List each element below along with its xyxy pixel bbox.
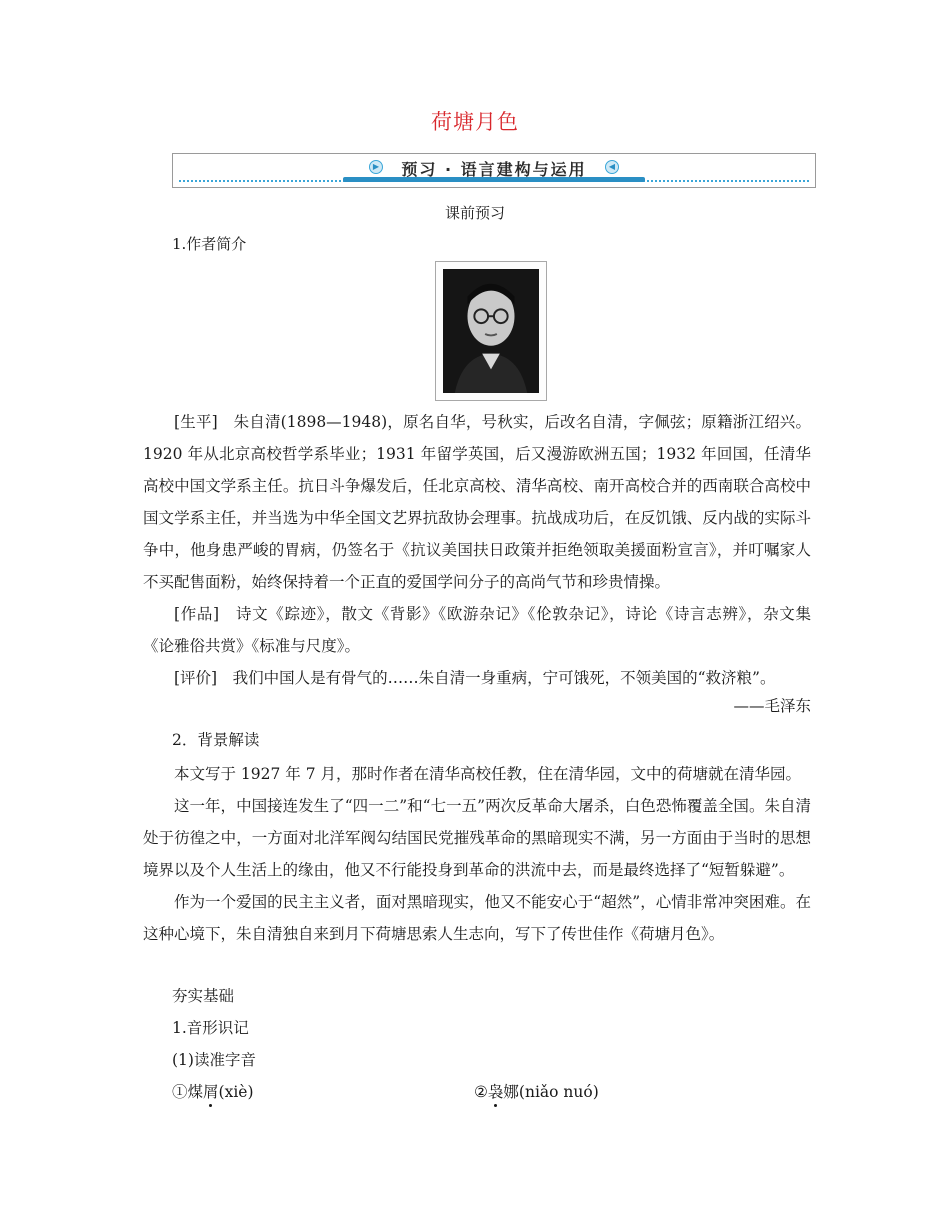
foundation-sub1: 1.音形识记 [172,1019,249,1037]
background-p2: 这一年，中国接连发生了“四一二”和“七一五”两次反革命大屠杀，白色恐怖覆盖全国。朱自清处于彷徨之中，一方面对北洋军阀勾结国民党摧残革命的黑暗现实不满，另一方面由于当时的思想境界以及个人生活上的缘由，他又不行能投身到革命的洪流中去，而是最终选择了“短暂躲避”。 [143,797,811,879]
portrait-image [443,269,539,393]
author-photo [435,261,547,401]
portrait-illustration [443,269,539,393]
foundation-sub2: (1)读准字音 [172,1051,256,1069]
bio-review [143,662,811,694]
bio-works-tag: [作品] [174,605,220,623]
left-arrow-icon: ◀ [605,160,619,174]
bio-review-text: 我们中国人是有骨气的……朱自清一身重病，宁可饿死，不领美国的“救济粮”。 [232,669,776,687]
bio-works [143,598,811,662]
review-source: ——毛泽东 [733,697,811,715]
pronunciation-item-2 [474,1082,599,1102]
bio-review-tag: [评价] [174,669,218,687]
item1-prefix: ①煤 [172,1083,204,1101]
bio-section [143,406,811,694]
item2-key-char: 袅 [487,1083,504,1101]
section-banner [172,153,816,188]
item1-key-char: 屑 [203,1083,219,1101]
bio-life-text: 朱自清(1898—1948)，原名自华，号秋实，后改名自清，字佩弦；原籍浙江绍兴。1920 年从北京高校哲学系毕业；1931 年留学英国，后又漫游欧洲五国；1932 年回国，任清华高校中国文学系主任。抗日斗争爆发后，任北京高校、清华高校、南开高校合并的西南联合高校中国文学系主任，并当选为中华全国文艺界抗敌协会理事。抗战成功后，在反饥饿、反内战的实际斗争中，他身患严峻的胃病，仍签名于《抗议美国扶日政策并拒绝领取美援面粉宣言》，并叮嘱家人不买配售面粉，始终保持着一个正直的爱国学问分子的高尚气节和珍贵情操。 [143,413,811,591]
background-p1: 本文写于 1927 年 7 月，那时作者在清华高校任教，住在清华园，文中的荷塘就在清华园。 [174,765,802,783]
foundation-heading: 夯实基础 [172,987,235,1005]
bio-life [143,406,811,598]
background-section [143,758,811,950]
section-preview-heading: 课前预习 [444,204,505,222]
item1-pinyin: (xiè) [218,1083,254,1101]
banner-label: 预习 · 语言建构与运用 [401,160,587,179]
item2-prefix: ② [474,1083,488,1101]
item2-pinyin: 娜(niǎo nuó) [503,1083,599,1101]
background-heading: 2．背景解读 [172,731,260,749]
bio-works-text: 诗文《踪迹》，散文《背影》《欧游杂记》《伦敦杂记》，诗论《诗言志辨》，杂文集《论雅俗共赏》《标准与尺度》。 [143,605,811,655]
author-heading: 1.作者简介 [172,235,247,253]
bio-life-tag: [生平] [174,413,218,431]
page-title: 荷塘月色 [431,110,519,134]
background-p3: 作为一个爱国的民主主义者，面对黑暗现实，他又不能安心于“超然”，心情非常冲突困难。在这种心境下，朱自清独自来到月下荷塘思索人生志向，写下了传世佳作《荷塘月色》。 [143,893,811,943]
pronunciation-item-1 [172,1082,254,1102]
right-arrow-icon: ▶ [369,160,383,174]
